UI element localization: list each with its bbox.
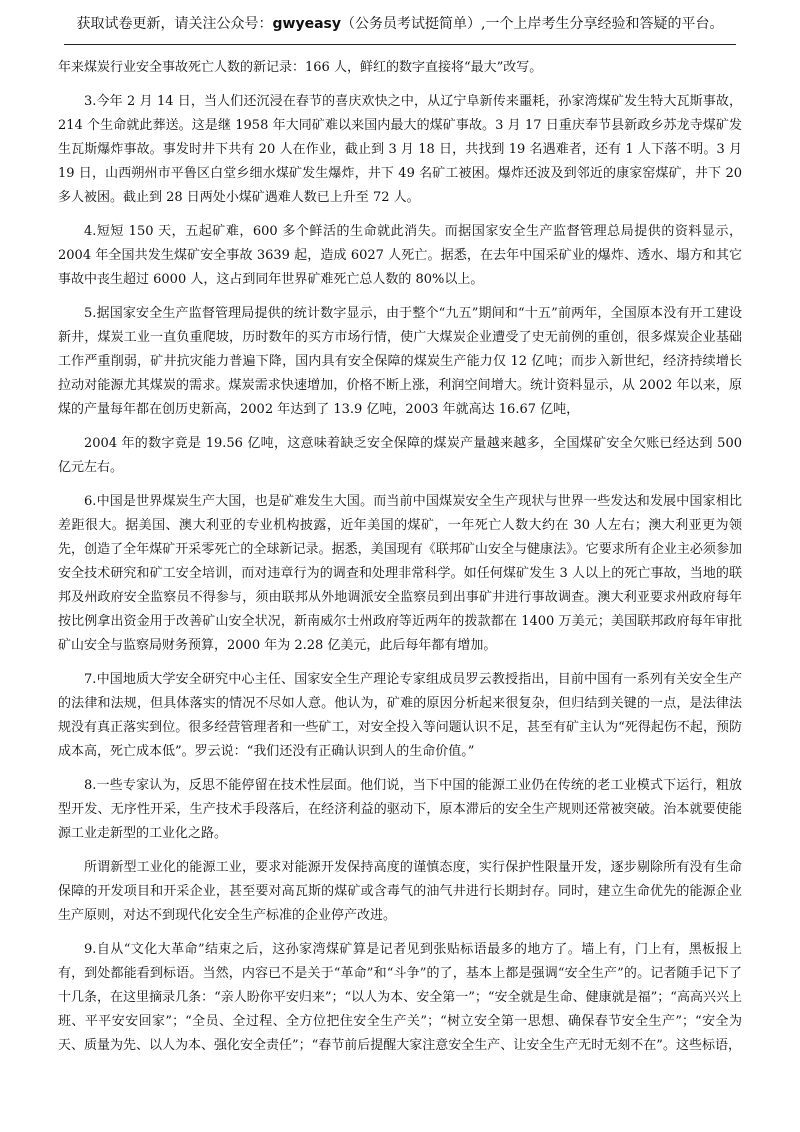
paragraph-item-5-continued: 2004 年的数字竟是 19.56 亿吨，这意味着缺乏安全保障的煤炭产量越来越多，全国煤矿安全欠账已经达到 500 亿元左右。 (58, 436, 742, 475)
header-divider (64, 44, 736, 45)
paragraph-item-7: 7.中国地质大学安全研究中心主任、国家安全生产理论专家组成员罗云教授指出，目前中国有一系列有关安全生产的法律和法规，但具体落实的情况不尽如人意。他认为，矿难的原因分析起来很复杂，但归结到关键的一点，是法律法规没有真正落实到位。很多经营管理者和一些矿工，对安全投入等问题认识不足，甚至有矿主认为“死得起伤不起，预防成本高，死亡成本低”。罗云说：“我们还没有正确认识到人的生命价值。” (58, 672, 742, 759)
document-body (58, 56, 742, 1068)
page-header (0, 14, 800, 34)
paragraph-item-5: 5.据国家安全生产监督管理局提供的统计数字显示，由于整个“九五”期间和“十五”前两年，全国原本没有开工建设新井，煤炭工业一直负重爬坡，历时数年的买方市场行情，使广大煤炭企业遭受了史无前例的重创，很多煤炭企业基础工作严重削弱，矿井抗灾能力普遍下降，国内具有安全保障的煤炭生产能力仅 12 亿吨；而步入新世纪，经济持续增长拉动对能源尤其煤炭的需求。煤炭需求快速增加，价格不断上涨，利润空间增大。统计资料显示，从 2002 年以来，原煤的产量每年都在创历史新高，2002 年达到了 13.9 亿吨，2003 年就高达 16.67 亿吨， (58, 306, 742, 417)
header-account: gwyeasy (272, 16, 342, 32)
paragraph-item-3: 3.今年 2 月 14 日，当人们还沉浸在春节的喜庆欢快之中，从辽宁阜新传来噩耗，孙家湾煤矿发生特大瓦斯事故，214 个生命就此葬送。这是继 1958 年大同矿难以来国内最大的煤矿事故。3 月 17 日重庆奉节县新政乡苏龙寺煤矿发生瓦斯爆炸事故。事发时井下共有 20 人在作业，截止到 3 月 18 日，共找到 19 名遇难者，还有 1 人下落不明。3 月 19 日，山西朔州市平鲁区白堂乡细水煤矿发生爆炸，井下 49 名矿工被困。爆炸还波及到邻近的康家窑煤矿，井下 20 多人被困。截止到 28 日两处小煤矿遇难人数已上升至 72 人。 (58, 94, 742, 205)
paragraph-item-8-continued: 所谓新型工业化的能源工业，要求对能源开发保持高度的谨慎态度，实行保护性限量开发，逐步剔除所有没有生命保障的开发项目和开采企业，甚至要对高瓦斯的煤矿或含毒气的油气井进行长期封存。同时，建立生命优先的能源企业生产原则，对达不到现代化安全生产标准的企业停产改进。 (58, 860, 742, 923)
paragraph-item-6: 6.中国是世界煤炭生产大国，也是矿难发生大国。而当前中国煤炭安全生产现状与世界一些发达和发展中国家相比差距很大。据美国、澳大利亚的专业机构披露，近年美国的煤矿，一年死亡人数大约在 30 人左右；澳大利亚更为领先，创造了全年煤矿开采零死亡的全球新记录。据悉，美国现有《联邦矿山安全与健康法》。它要求所有企业主必须参加安全技术研究和矿工安全培训，而对违章行为的调查和处理非常科学。如任何煤矿发生 3 人以上的死亡事故，当地的联邦及州政府安全监察员不得参与，须由联邦从外地调派安全监察员到出事矿井进行事故调查。澳大利亚要求州政府每年按比例拿出资金用于改善矿山安全状况，新南威尔士州政府等近两年的拨款都在 1400 万美元；美国联邦政府每年审批矿山安全与监察局财务预算，2000 年为 2.28 亿美元，此后每年都有增加。 (58, 494, 742, 653)
header-suffix: （公务员考试挺简单）,一个上岸考生分享经验和答疑的平台。 (341, 16, 724, 32)
paragraph-item-9: 9.自从“文化大革命”结束之后，这孙家湾煤矿算是记者见到张贴标语最多的地方了。墙上有，门上有，黑板报上有，到处都能看到标语。当然，内容已不是关于“革命”和“斗争”的了，基本上都是强调“安全生产”的。记者随手记下了十几条，在这里摘录几条：“亲人盼你平安归来”；“以人为本、安全第一”；“安全就是生命、健康就是福”；“高高兴兴上班、平平安安回家”；“全员、全过程、全方位把住安全生产关”；“树立安全第一思想、确保春节安全生产”；“安全为天、质量为先、以人为本、强化安全责任”；“春节前后提醒大家注意安全生产、让安全生产无时无刻不在”。这些标语， (58, 942, 742, 1053)
header-prefix: 获取试卷更新，请关注公众号： (76, 16, 273, 32)
paragraph-item-8: 8.一些专家认为，反思不能停留在技术性层面。他们说，当下中国的能源工业仍在传统的老工业模式下运行，粗放型开发、无序性开采，生产技术手段落后，在经济利益的驱动下，原本滞后的安全生产规则还常被突破。治本就要使能源工业走新型的工业化之路。 (58, 778, 742, 841)
paragraph-item-4: 4.短短 150 天，五起矿难，600 多个鲜活的生命就此消失。而据国家安全生产监督管理总局提供的资料显示，2004 年全国共发生煤矿安全事故 3639 起，造成 6027 人死亡。据悉，在去年中国采矿业的爆炸、透水、塌方和其它事故中丧生超过 6000 人，这占到同年世界矿难死亡总人数的 80%以上。 (58, 224, 742, 287)
paragraph-continued: 年来煤炭行业安全事故死亡人数的新记录：166 人，鲜红的数字直接将“最大”改写。 (58, 60, 543, 75)
